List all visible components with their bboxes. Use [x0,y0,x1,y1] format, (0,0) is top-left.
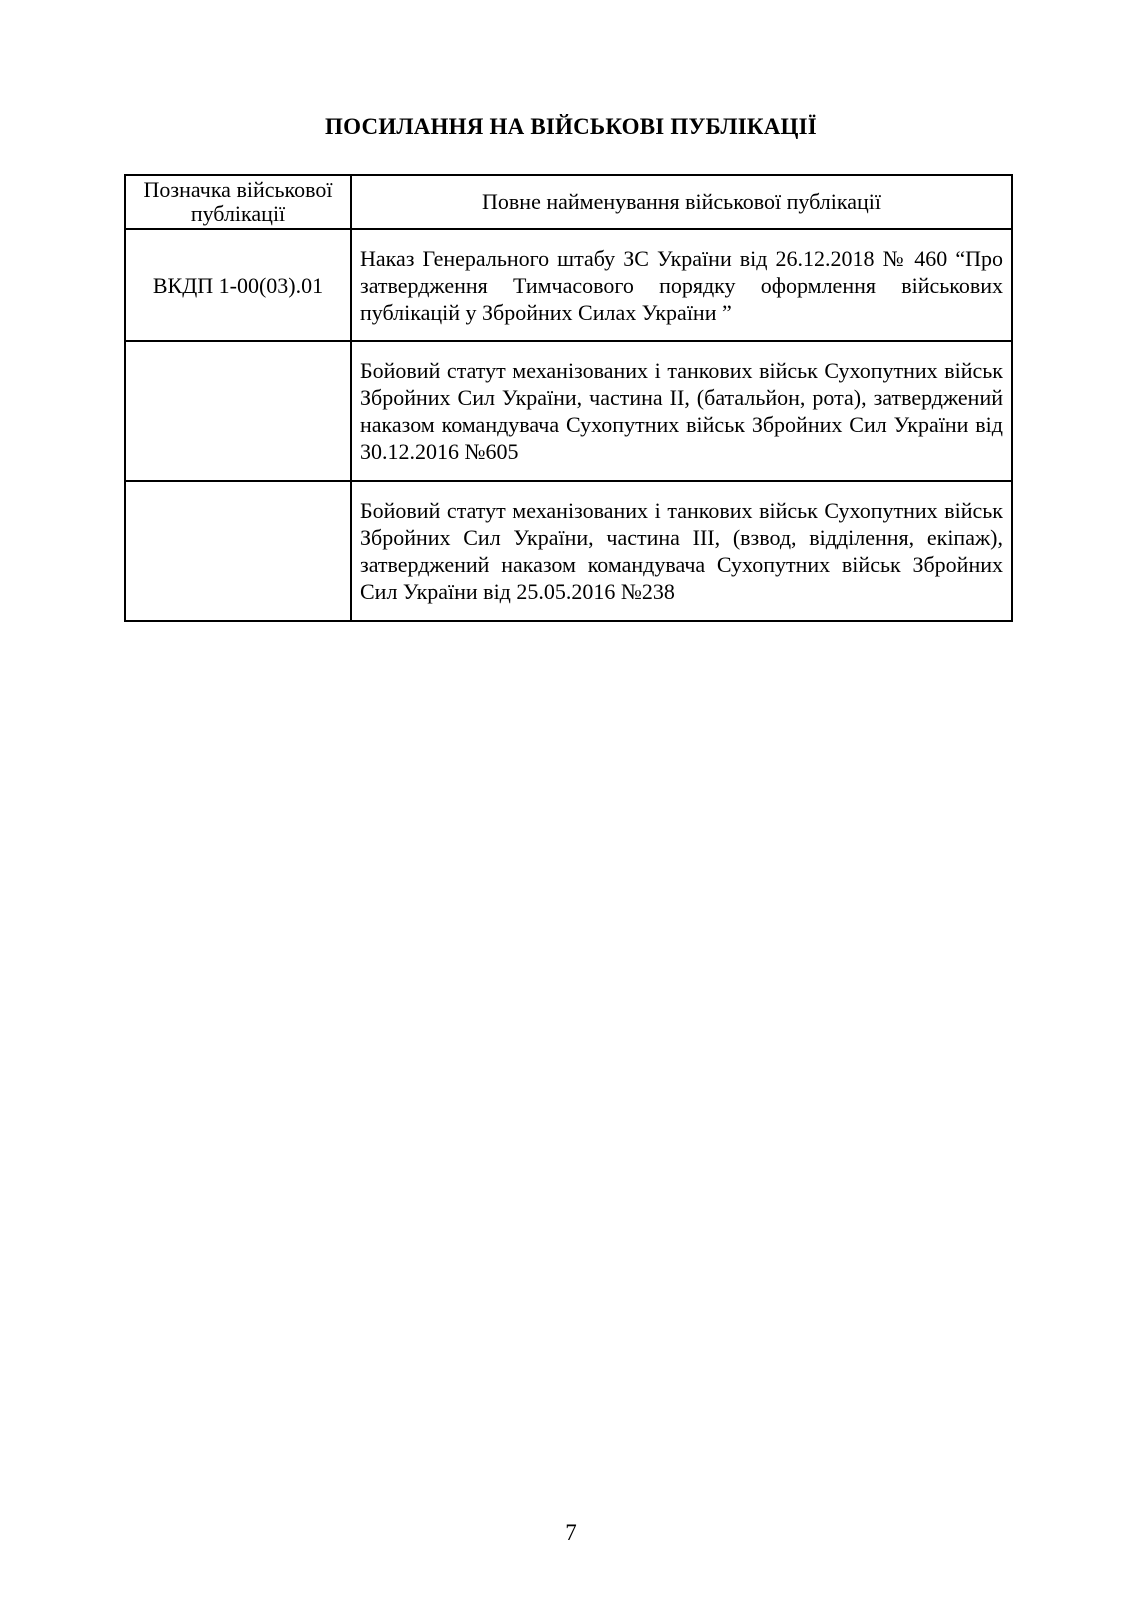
page-title: ПОСИЛАННЯ НА ВІЙСЬКОВІ ПУБЛІКАЦІЇ [325,114,817,139]
table-row [125,481,1012,621]
designation-cell [125,481,351,621]
column-header-full-name: Повне найменування військової публікації [351,175,1012,229]
table-header-row [125,175,1012,229]
full-name-cell: Бойовий статут механізованих і танкових військ Сухопутних військ Збройних Сил України, частина III, (взвод, відділення, екіпаж), затверджений наказом командувача Сухопутних військ Збройних Сил України від 25.05.2016 №238 [351,481,1012,621]
full-name-cell: Бойовий статут механізованих і танкових військ Сухопутних військ Збройних Сил України, частина II, (батальйон, рота), затверджений наказом командувача Сухопутних військ Збройних Сил України від 30.12.2016 №605 [351,341,1012,481]
table-row [125,341,1012,481]
designation-cell [125,341,351,481]
publications-table [124,174,1013,622]
table-row [125,229,1012,341]
full-name-cell: Наказ Генерального штабу ЗС України від 26.12.2018 № 460 “Про затвердження Тимчасового порядку оформлення військових публікацій у Збройних Силах України ” [351,229,1012,341]
page-number: 7 [565,1520,577,1545]
column-header-designation: Позначка військової публікації [125,175,351,229]
designation-cell: ВКДП 1-00(03).01 [125,229,351,341]
